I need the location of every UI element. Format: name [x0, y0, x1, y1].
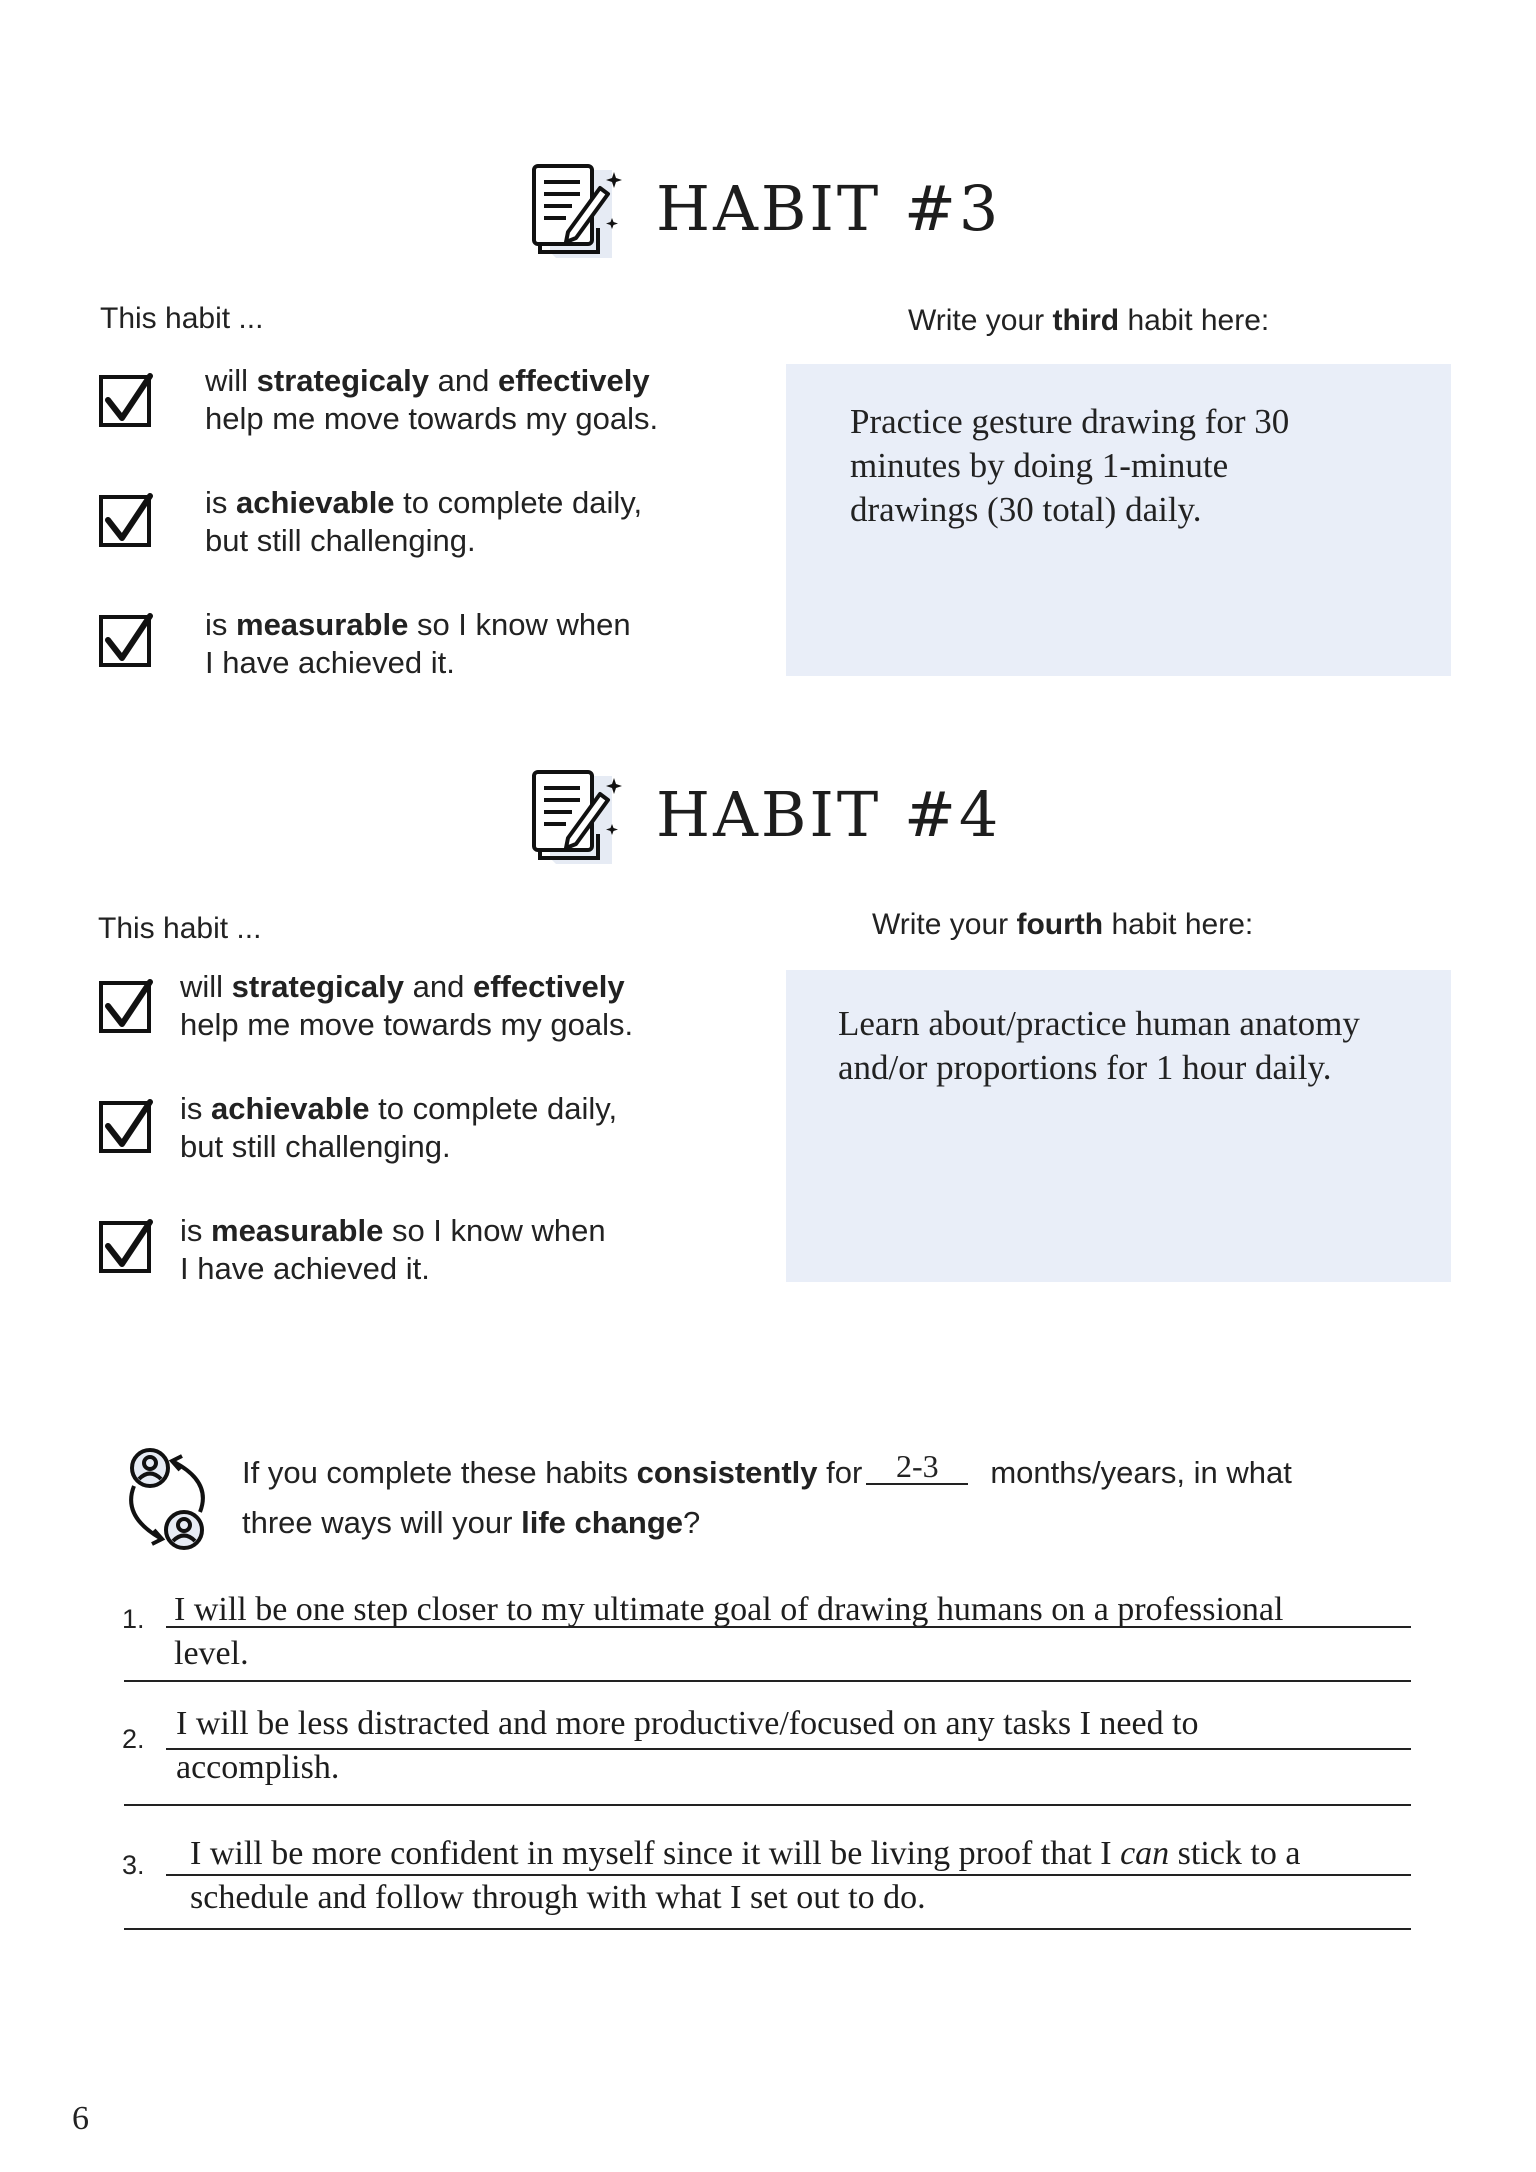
duration-blank[interactable]: 2-3 — [866, 1449, 968, 1485]
checked-box-icon[interactable] — [98, 612, 154, 668]
page-number: 6 — [72, 2100, 89, 2137]
answer-3-line-2[interactable]: schedule and follow through with what I set out to do. — [190, 1879, 926, 1916]
answer-line — [166, 1748, 1411, 1750]
habit-intro: This habit ... — [98, 912, 262, 945]
checked-box-icon[interactable] — [98, 1098, 154, 1154]
notepad-pencil-icon — [528, 764, 624, 868]
answer-1-line-1[interactable]: I will be one step closer to my ultimate goal of drawing humans on a professional — [174, 1591, 1284, 1628]
criterion-measurable: is measurable so I know when I have achieved it. — [180, 1213, 606, 1286]
criterion-achievable: is achievable to complete daily, but still challenging. — [180, 1091, 618, 1164]
life-change-question: If you complete these habits consistently for 2-3 months/years, in what three ways will your life change? — [242, 1448, 1292, 1540]
answer-line — [166, 1626, 1411, 1628]
habit-title: HABIT #3 — [656, 172, 1002, 245]
list-number: 3. — [122, 1850, 145, 1880]
write-habit-label: Write your third habit here: — [908, 304, 1270, 337]
checked-box-icon[interactable] — [98, 1218, 154, 1274]
answer-line — [124, 1680, 1411, 1682]
habit-answer-box[interactable] — [786, 364, 1451, 676]
write-habit-label: Write your fourth habit here: — [872, 908, 1254, 941]
list-number: 1. — [122, 1604, 145, 1634]
criterion-achievable: is achievable to complete daily, but still challenging. — [205, 485, 643, 558]
checked-box-icon[interactable] — [98, 372, 154, 428]
people-cycle-icon — [122, 1446, 214, 1554]
habit-answer-box[interactable] — [786, 970, 1451, 1282]
answer-line — [124, 1804, 1411, 1806]
answer-line — [124, 1928, 1411, 1930]
checked-box-icon[interactable] — [98, 978, 154, 1034]
list-number: 2. — [122, 1724, 145, 1754]
habit-answer-text: Practice gesture drawing for 30 minutes by doing 1-minute drawings (30 total) daily. — [850, 402, 1290, 529]
criterion-measurable: is measurable so I know when I have achieved it. — [205, 607, 631, 680]
answer-2-line-1[interactable]: I will be less distracted and more productive/focused on any tasks I need to — [176, 1705, 1199, 1742]
habit-intro: This habit ... — [100, 302, 264, 335]
habit-title: HABIT #4 — [656, 778, 1002, 851]
criterion-strategic: will strategicaly and effectively help me move towards my goals. — [180, 969, 634, 1042]
habit-answer-text: Learn about/practice human anatomy and/or proportions for 1 hour daily. — [838, 1004, 1360, 1087]
notepad-pencil-icon — [528, 158, 624, 262]
checked-box-icon[interactable] — [98, 492, 154, 548]
answer-1-line-2[interactable]: level. — [174, 1635, 249, 1672]
criterion-strategic: will strategicaly and effectively help me move towards my goals. — [205, 363, 659, 436]
answer-2-line-2[interactable]: accomplish. — [176, 1749, 340, 1786]
answer-3-line-1[interactable]: I will be more confident in myself since it will be living proof that I can stick to a — [190, 1835, 1301, 1872]
